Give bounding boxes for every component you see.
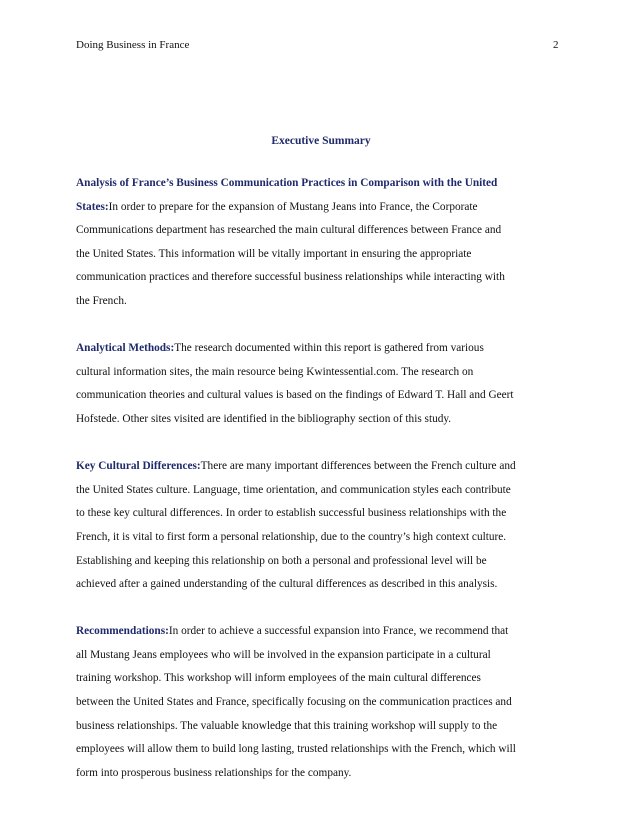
section-heading: Key Cultural Differences: [76,460,201,473]
paragraph-line [76,196,576,220]
paragraph-line: to these key cultural differences. In order to establish successful business relationships with the [76,507,507,520]
section-key-cultural-differences [76,455,576,597]
paragraph-line: the United States. This information will be vitally important in ensuring the appropriate [76,247,472,260]
paragraph-line: business relationships. The valuable knowledge that this training workshop will supply to the [76,719,498,732]
paragraph-line: Hofstede. Other sites visited are identified in the bibliography section of this study. [76,412,452,425]
paragraph-line: achieved after a gained understanding of the cultural differences as described in this analysis. [76,578,498,591]
document-body [76,172,576,809]
paragraph-line: communication practices and therefore successful business relationships while interacting with [76,271,505,284]
paragraph-text: There are many important differences between the French culture and [200,460,516,473]
paragraph-line: form into prosperous business relationships for the company. [76,766,352,779]
paragraph-line: communication theories and cultural values is based on the findings of Edward T. Hall and Geert [76,389,514,402]
section-analysis [76,172,576,314]
section-heading-end: States: [76,200,109,213]
paragraph-text: In order to prepare for the expansion of Mustang Jeans into France, the Corporate [108,200,478,213]
paragraph-line: French, it is vital to first form a personal relationship, due to the country’s high context culture. [76,530,507,543]
paragraph-line: training workshop. This workshop will inform employees of the main cultural differences [76,672,481,685]
paragraph-line [76,620,576,644]
page-number: 2 [553,39,559,51]
paragraph-text: The research documented within this report is gathered from various [174,342,484,355]
section-heading-line: Analysis of France’s Business Communication Practices in Comparison with the United [76,177,498,189]
paragraph-line: Establishing and keeping this relationship on both a personal and professional level will be [76,554,487,567]
paragraph-line: all Mustang Jeans employees who will be involved in the expansion participate in a cultural [76,648,491,661]
page-title [0,133,638,149]
paragraph-text: In order to achieve a successful expansion into France, we recommend that [168,625,509,638]
paragraph-line: the United States culture. Language, time orientation, and communication styles each contribute [76,483,511,496]
paragraph-line: between the United States and France, specifically focusing on the communication practices and [76,696,512,709]
page-title-text: Executive Summary [271,135,371,147]
section-recommendations [76,620,576,785]
running-header-title: Doing Business in France [76,39,190,51]
section-heading: Recommendations: [76,625,169,638]
paragraph-line [76,337,576,361]
paragraph-line [76,455,576,479]
section-heading: Analytical Methods: [76,342,175,355]
section-analytical-methods [76,337,576,431]
paragraph-line: employees will allow them to build long lasting, trusted relationships with the French, which will [76,743,516,756]
paragraph-line: Communications department has researched the main cultural differences between France and [76,224,502,237]
paragraph-line: the French. [76,294,127,307]
paragraph-line: cultural information sites, the main resource being Kwintessential.com. The research on [76,365,474,378]
